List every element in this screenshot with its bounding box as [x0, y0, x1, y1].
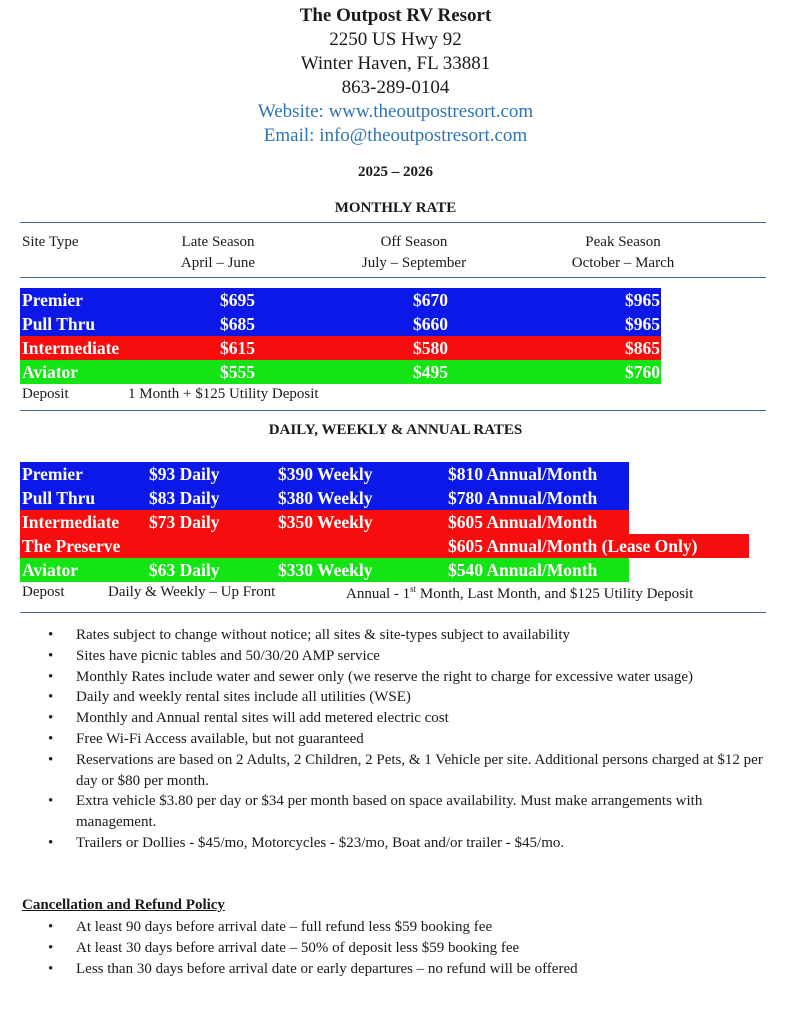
note-item: • Reservations are based on 2 Adults, 2 Children, 2 Pets, & 1 Vehicle per site. Additional persons charged at $12 per day or $80 per month.: [22, 750, 772, 792]
monthly-rate-title: MONTHLY RATE: [334, 200, 457, 216]
col-peak-season-dates: October – March: [571, 255, 675, 271]
site-type-name: Premier: [22, 290, 83, 310]
peak-season-rate: $760: [625, 362, 660, 382]
annual-deposit-sup: st: [410, 584, 417, 594]
divider: [20, 612, 766, 613]
address-line-1: 2250 US Hwy 92: [329, 29, 462, 50]
address-line-2: Winter Haven, FL 33881: [300, 53, 491, 74]
off-season-rate: $580: [413, 338, 448, 358]
site-type-name: Pull Thru: [22, 488, 96, 508]
daily-row-premier: [20, 462, 629, 486]
phone-number: 863-289-0104: [341, 77, 450, 98]
daily-rate: $63 Daily: [149, 560, 220, 580]
season-years: 2025 – 2026: [358, 164, 433, 180]
note-item: • Daily and weekly rental sites include all utilities (WSE): [22, 687, 772, 708]
monthly-deposit-text: 1 Month + $125 Utility Deposit: [128, 386, 319, 402]
annual-rate: $605 Annual/Month: [448, 512, 598, 532]
monthly-row-aviator: [20, 360, 661, 384]
off-season-rate: $670: [413, 290, 448, 310]
policy-item: • At least 30 days before arrival date – 50% of deposit less $59 booking fee: [22, 938, 772, 959]
weekly-rate: $380 Weekly: [278, 488, 373, 508]
site-type-name: Intermediate: [22, 512, 120, 532]
notes-list: [22, 625, 772, 854]
daily-row-aviator: [20, 558, 629, 582]
daily-deposit-label: Depost: [22, 584, 65, 600]
daily-row-pull-thru: [20, 486, 629, 510]
divider: [20, 410, 766, 411]
site-type-name: The Preserve: [22, 536, 121, 556]
email-link[interactable]: Email: info@theoutpostresort.com: [263, 125, 528, 146]
col-off-season-dates: July – September: [361, 255, 467, 271]
monthly-deposit-label: Deposit: [22, 386, 69, 402]
annual-rate: $605 Annual/Month (Lease Only): [448, 536, 698, 556]
policy-item: • Less than 30 days before arrival date or early departures – no refund will be offered: [22, 959, 772, 980]
peak-season-rate: $865: [625, 338, 660, 358]
col-peak-season: Peak Season: [585, 234, 661, 250]
annual-rate: $540 Annual/Month: [448, 560, 598, 580]
daily-row-intermediate: [20, 510, 629, 534]
daily-deposit-upfront: Daily & Weekly – Up Front: [108, 584, 276, 600]
site-type-name: Pull Thru: [22, 314, 96, 334]
note-item: • Monthly and Annual rental sites will add metered electric cost: [22, 708, 772, 729]
annual-deposit-text: [346, 584, 693, 603]
site-type-name: Aviator: [22, 362, 79, 382]
off-season-rate: $495: [413, 362, 448, 382]
annual-rate: $810 Annual/Month: [448, 464, 598, 484]
late-season-rate: $695: [220, 290, 255, 310]
monthly-row-intermediate: [20, 336, 661, 360]
daily-rate: $73 Daily: [149, 512, 220, 532]
col-site-type: Site Type: [22, 234, 79, 250]
peak-season-rate: $965: [625, 290, 660, 310]
note-item: • Rates subject to change without notice; all sites & site-types subject to availability: [22, 625, 772, 646]
site-type-name: Intermediate: [22, 338, 120, 358]
daily-rate: $83 Daily: [149, 488, 220, 508]
note-item: • Sites have picnic tables and 50/30/20 AMP service: [22, 646, 772, 667]
annual-deposit-pre: Annual - 1: [346, 586, 411, 602]
col-late-season-dates: April – June: [180, 255, 256, 271]
site-type-name: Aviator: [22, 560, 79, 580]
divider: [20, 222, 766, 223]
note-item: • Extra vehicle $3.80 per day or $34 per month based on space availability. Must make arrangements with management.: [22, 791, 772, 833]
late-season-rate: $615: [220, 338, 255, 358]
daily-rate: $93 Daily: [149, 464, 220, 484]
daily-rates-title: DAILY, WEEKLY & ANNUAL RATES: [268, 422, 523, 438]
policy-title: Cancellation and Refund Policy: [22, 897, 225, 913]
daily-row-the-preserve: [20, 534, 749, 558]
website-link[interactable]: Website: www.theoutpostresort.com: [257, 101, 534, 122]
monthly-row-pull-thru: [20, 312, 661, 336]
divider: [20, 277, 766, 278]
annual-rate: $780 Annual/Month: [448, 488, 598, 508]
note-item: • Monthly Rates include water and sewer only (we reserve the right to charge for excessive water usage): [22, 667, 772, 688]
site-type-name: Premier: [22, 464, 83, 484]
policy-item: • At least 90 days before arrival date – full refund less $59 booking fee: [22, 917, 772, 938]
weekly-rate: $390 Weekly: [278, 464, 373, 484]
off-season-rate: $660: [413, 314, 448, 334]
monthly-row-premier: [20, 288, 661, 312]
resort-name: The Outpost RV Resort: [299, 5, 492, 26]
note-item: • Trailers or Dollies - $45/mo, Motorcycles - $23/mo, Boat and/or trailer - $45/mo.: [22, 833, 772, 854]
col-off-season: Off Season: [380, 234, 448, 250]
annual-deposit-post: Month, Last Month, and $125 Utility Deposit: [416, 586, 694, 602]
note-item: • Free Wi-Fi Access available, but not guaranteed: [22, 729, 772, 750]
weekly-rate: $350 Weekly: [278, 512, 373, 532]
weekly-rate: $330 Weekly: [278, 560, 373, 580]
peak-season-rate: $965: [625, 314, 660, 334]
late-season-rate: $685: [220, 314, 255, 334]
col-late-season: Late Season: [181, 234, 255, 250]
policy-list: [22, 917, 772, 979]
late-season-rate: $555: [220, 362, 255, 382]
